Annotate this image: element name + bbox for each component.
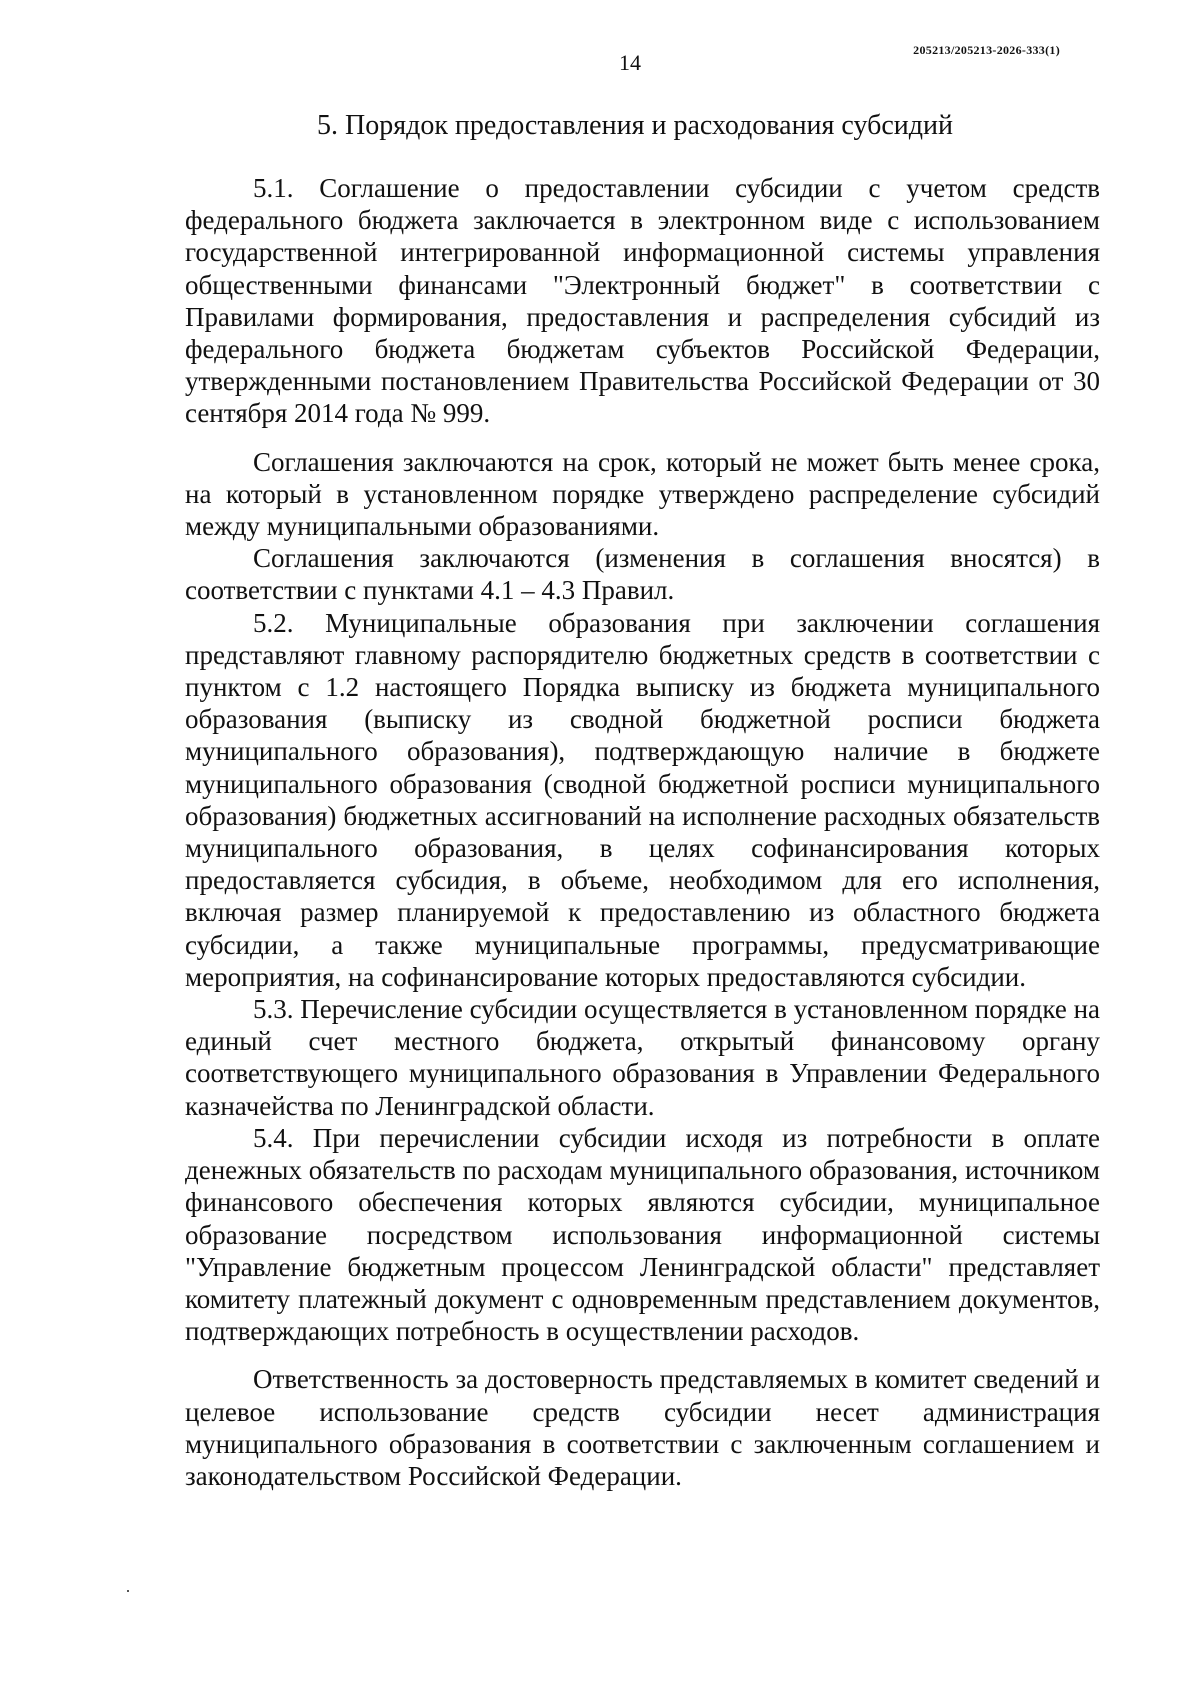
paragraph-responsibility: Ответственность за достоверность представляемых в комитет сведений и целевое использование средств субсидии несет администрация муниципального образования в соответствии с заключенным соглашением и законодательством Российской Федерации.: [185, 1364, 1100, 1491]
document-id: 205213/205213-2026-333(1): [913, 43, 1060, 57]
paragraph-agreement-term: Соглашения заключаются на срок, который не может быть менее срока, на который в установленном порядке утверждено распределение субсидий между муниципальными образованиями.: [185, 446, 1100, 542]
paragraph-agreement-changes: Соглашения заключаются (изменения в соглашения вносятся) в соответствии с пунктами 4.1 – 4.3 Правил.: [185, 543, 1100, 606]
paragraph-5-4: 5.4. При перечислении субсидии исходя из потребности в оплате денежных обязательств по расходам муниципального образования, источником финансового обеспечения которых являются субсидии, муниципальное образование посредством использования информационной системы "Управление бюджетным процессом Ленинградской области" представляет комитету платежный документ с одновременным представлением документов, подтверждающих потребность в осуществлении расходов.: [185, 1122, 1100, 1347]
paragraph-5-3: 5.3. Перечисление субсидии осуществляется в установленном порядке на единый счет местного бюджета, открытый финансовому органу соответствующего муниципального образования в Управлении Федерального казначейства по Ленинградской области.: [185, 994, 1100, 1121]
paragraph-5-2: 5.2. Муниципальные образования при заключении соглашения представляют главному распорядителю бюджетных средств в соответствии с пунктом с 1.2 настоящего Порядка выписку из бюджета муниципального образования (выписку из сводной бюджетной росписи бюджета муниципального образования), подтверждающую наличие в бюджете муниципального образования (сводной бюджетной росписи муниципального образования) бюджетных ассигнований на исполнение расходных обязательств муниципального образования, в целях софинансирования которых предоставляется субсидия, в объеме, необходимом для его исполнения, включая размер планируемой к предоставлению из областного бюджета субсидии, а также муниципальные программы, предусматривающие мероприятия, на софинансирование которых предоставляются субсидии.: [185, 607, 1100, 992]
document-body: [185, 172, 1100, 1492]
scan-speck: [127, 1590, 129, 1592]
paragraph-5-1: 5.1. Соглашение о предоставлении субсидии с учетом средств федерального бюджета заключается в электронном виде с использованием государственной интегрированной информационной системы управления общественными финансами "Электронный бюджет" в соответствии с Правилами формирования, предоставления и распределения субсидий из федерального бюджета бюджетам субъектов Российской Федерации, утвержденными постановлением Правительства Российской Федерации от 30 сентября 2014 года № 999.: [185, 173, 1100, 429]
section-title: 5. Порядок предоставления и расходования субсидий: [316, 110, 953, 141]
page-number: 14: [619, 50, 641, 75]
